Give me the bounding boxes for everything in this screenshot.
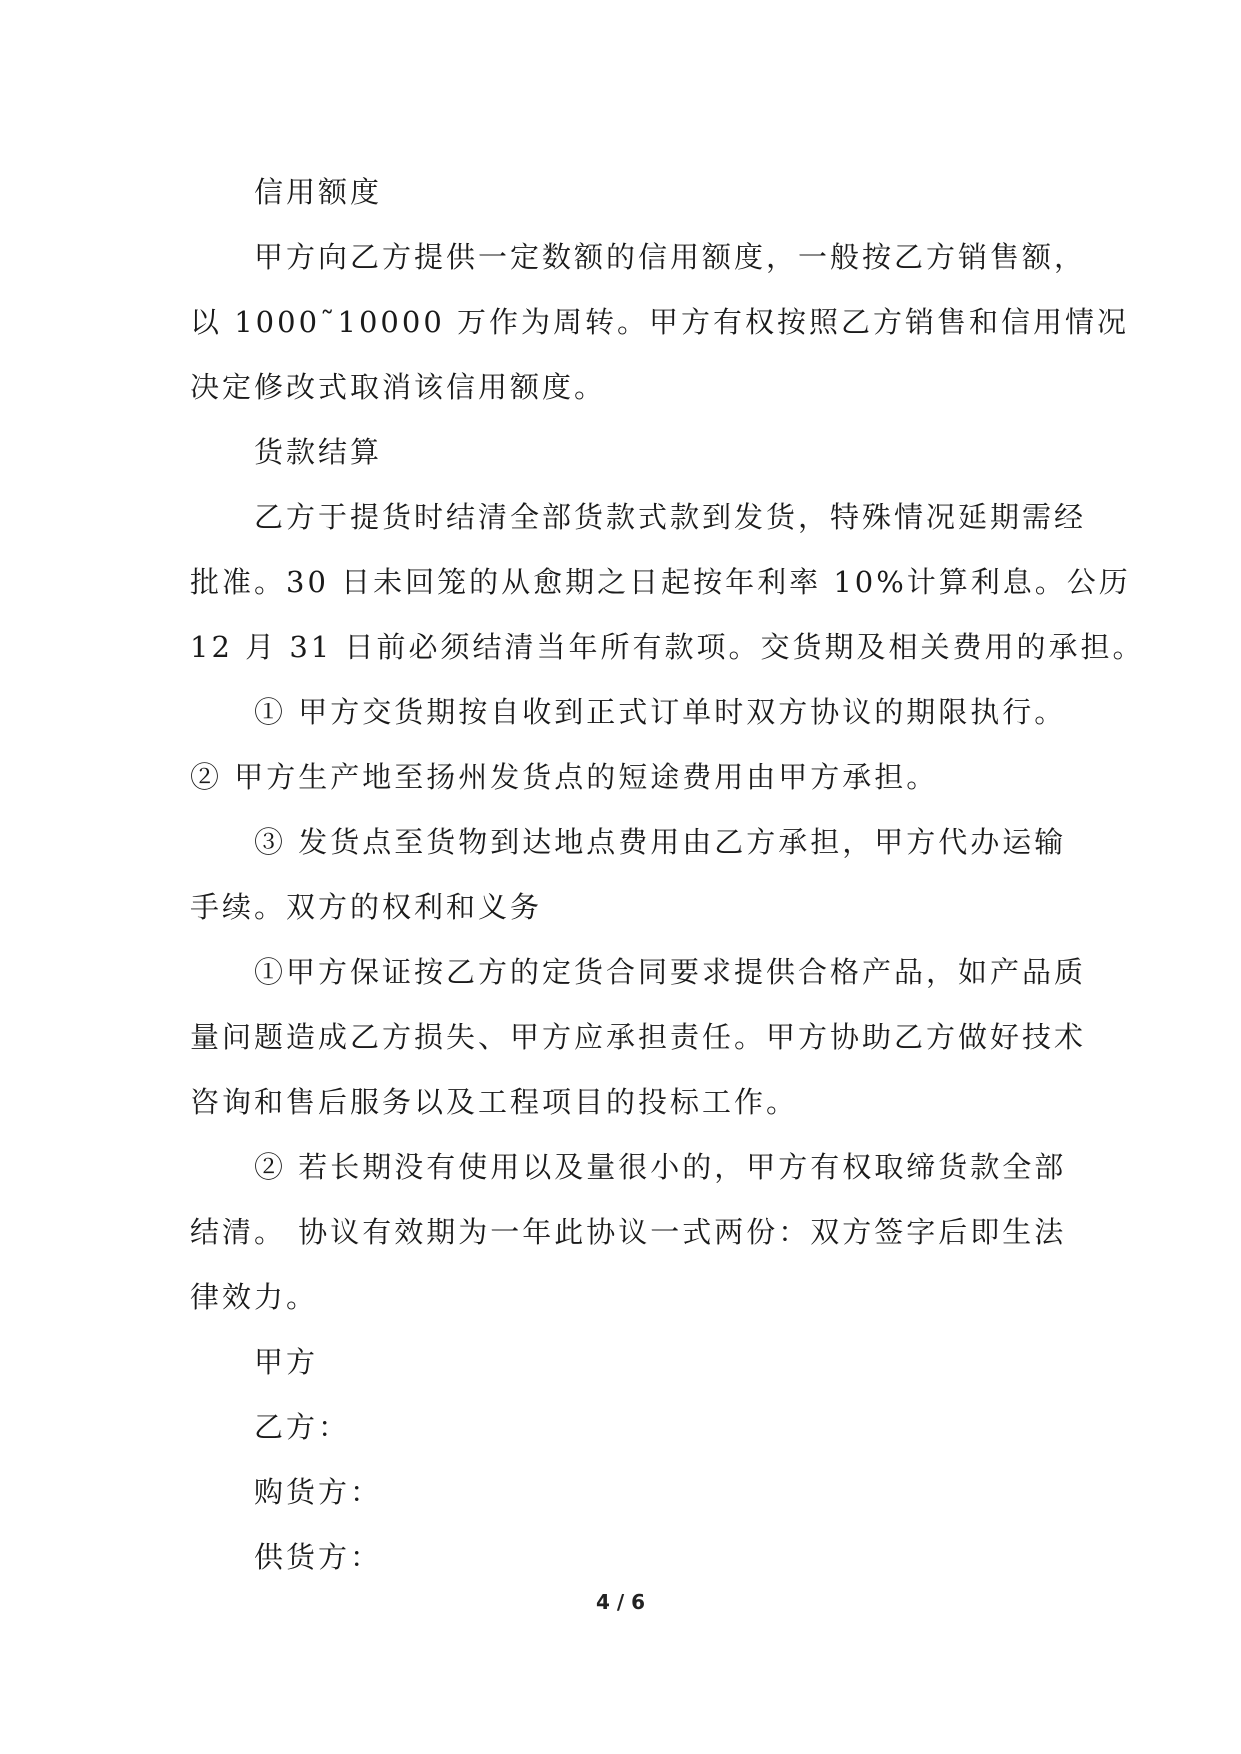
signature-party-a: 甲方 (254, 1345, 319, 1379)
list-item: ①甲方保证按乙方的定货合同要求提供合格产品，如产品质 (254, 955, 1087, 989)
list-item: ③ 发货点至货物到达地点费用由乙方承担，甲方代办运输 (254, 825, 1067, 859)
document-body (190, 160, 1145, 1590)
signature-buyer: 购货方： (254, 1475, 383, 1509)
page-number: 4 / 6 (595, 1590, 646, 1614)
paragraph-line: 甲方向乙方提供一定数额的信用额度，一般按乙方销售额， (254, 240, 1087, 274)
paragraph-line: 12 月 31 日前必须结清当年所有款项。交货期及相关费用的承担。 (190, 630, 1145, 664)
paragraph-line: 批准。30 日未回笼的从愈期之日起按年利率 10%计算利息。公历 (190, 565, 1131, 599)
paragraph-line: 手续。双方的权利和义务 (190, 890, 543, 924)
signature-party-b: 乙方： (254, 1410, 351, 1444)
list-item: ① 甲方交货期按自收到正式订单时双方协议的期限执行。 (254, 695, 1067, 729)
paragraph-line: 乙方于提货时结清全部货款式款到发货，特殊情况延期需经 (254, 500, 1087, 534)
paragraph-line: 结清。 协议有效期为一年此协议一式两份：双方签字后即生法 (190, 1215, 1067, 1249)
paragraph-line: 量问题造成乙方损失、甲方应承担责任。甲方协助乙方做好技术 (190, 1020, 1087, 1054)
list-item: ② 若长期没有使用以及量很小的，甲方有权取缔货款全部 (254, 1150, 1067, 1184)
signature-supplier: 供货方： (254, 1540, 383, 1574)
heading-payment-settlement: 货款结算 (254, 435, 383, 469)
list-item: ② 甲方生产地至扬州发货点的短途费用由甲方承担。 (190, 760, 939, 794)
paragraph-line: 以 1000˜10000 万作为周转。甲方有权按照乙方销售和信用情况 (190, 305, 1129, 339)
heading-credit-limit: 信用额度 (254, 175, 383, 209)
paragraph-line: 律效力。 (190, 1280, 319, 1314)
paragraph-line: 咨询和售后服务以及工程项目的投标工作。 (190, 1085, 799, 1119)
paragraph-line: 决定修改式取消该信用额度。 (190, 370, 607, 404)
